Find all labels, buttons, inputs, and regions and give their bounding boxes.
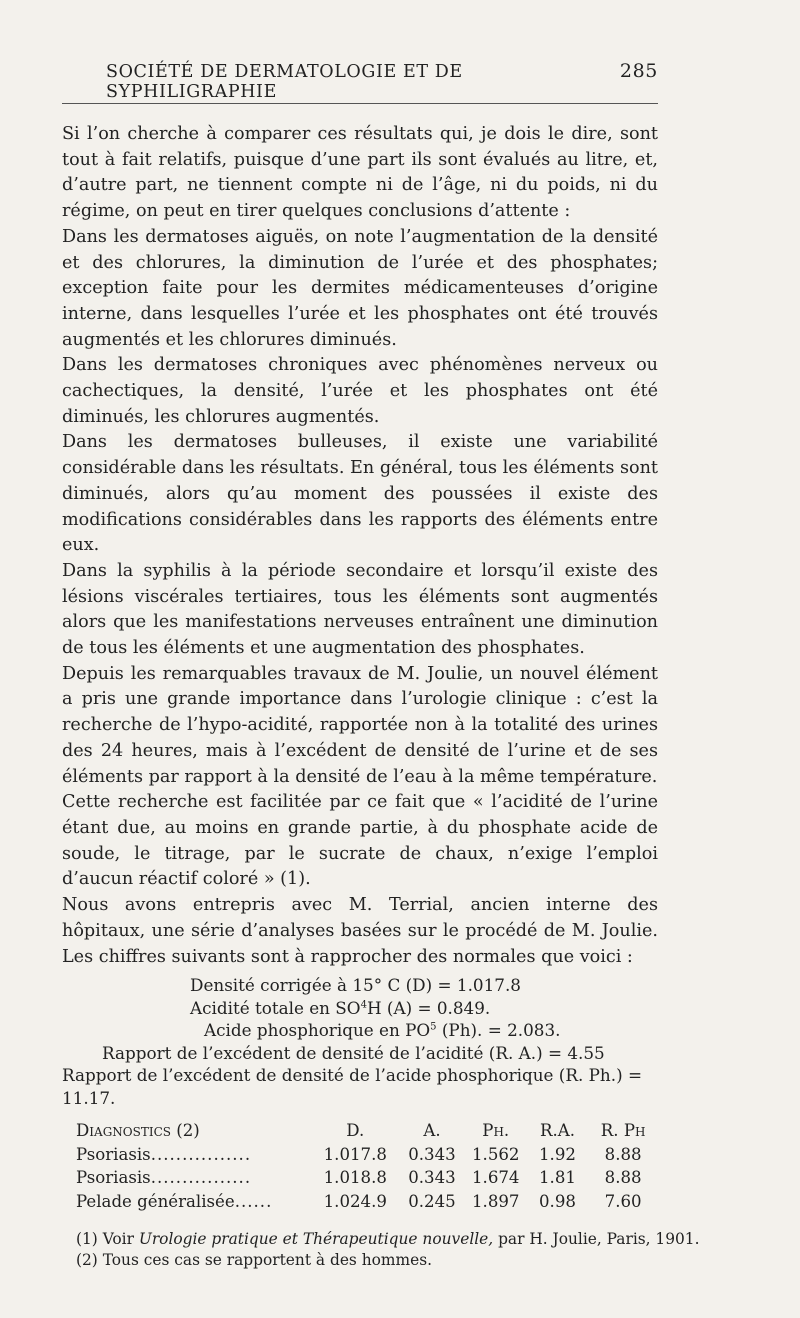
formula-phosphoric-pre: Acide phosphorique en PO — [204, 1020, 431, 1041]
cell-a: 0.245 — [408, 1191, 456, 1211]
paragraph-2: Dans les dermatoses aiguës, on note l’augmentation de la densité et des chlorures, la diminution de l’urée et des phosphates; exception faite pour les dermites médicamenteuses d’origine interne, dans lesquelles l’urée et les phosphates ont été trouvés augmentés et les chlorures diminués. — [62, 226, 658, 350]
paragraph-1: Si l’on cherche à comparer ces résultats qui, je dois le dire, sont tout à fait relatifs, puisque d’une part ils sont évalués au litre, et, d’autre part, ne tiennent compte ni de l’âge, ni du poids, ni du régime, on peut en tirer quelques conclusions d’attente : — [62, 124, 658, 222]
cell-a: 0.343 — [408, 1168, 456, 1188]
formula-ratio-phosphoric — [62, 1064, 658, 1109]
formula-acidity-pre: Acidité totale en SO — [190, 997, 361, 1018]
col-header-ra: R.A. — [539, 1121, 575, 1141]
col-header-ph: Ph. — [482, 1121, 510, 1141]
table-row — [62, 1166, 658, 1190]
paragraph-3: Dans les dermatoses chroniques avec phénomènes nerveux ou cachectiques, la densité, l’urée et les phosphates ont été diminués, les chlorures augmentés. — [62, 355, 658, 427]
cell-d: 1.024.9 — [323, 1191, 387, 1211]
cell-ra: 1.81 — [538, 1168, 576, 1188]
paragraph-5: Dans la syphilis à la période secondaire et lorsqu’il existe des lésions viscérales tertiaires, tous les éléments sont augmentés alors que les manifestations nerveuses entraînent une diminution de tous les éléments et une augmentation des phosphates. — [62, 560, 658, 659]
cell-rph: 8.88 — [604, 1144, 642, 1164]
running-title: SOCIÉTÉ DE DERMATOLOGIE ET DE SYPHILIGRAPHIE — [106, 62, 463, 102]
row-name: Psoriasis — [76, 1168, 151, 1188]
diagnostics-table — [62, 1119, 658, 1213]
col-header-d: D. — [346, 1121, 365, 1141]
row-dots: ...... — [234, 1191, 273, 1211]
formula-acidity-post: H (A) = 0.849. — [366, 997, 491, 1018]
formula-phosphoric — [62, 1019, 658, 1042]
footnote-1-pre: Voir — [102, 1230, 139, 1249]
formula-phosphoric-sup: 5 — [430, 1021, 437, 1033]
cell-ra: 0.98 — [538, 1191, 576, 1211]
cell-ph: 1.562 — [471, 1144, 520, 1164]
formula-acidity — [62, 997, 658, 1020]
footnote-1-title: Urologie pratique et Thérapeutique nouvelle, — [138, 1230, 494, 1249]
cell-a: 0.343 — [408, 1144, 456, 1164]
row-dots: ................ — [150, 1168, 252, 1188]
col-header-a: A. — [423, 1121, 441, 1141]
cell-ph: 1.674 — [471, 1168, 520, 1188]
normal-values — [62, 974, 658, 1109]
row-name: Pelade généralisée — [76, 1191, 235, 1211]
formula-density: Densité corrigée à 15° C (D) = 1.017.8 — [190, 975, 521, 996]
cell-d: 1.017.8 — [323, 1144, 387, 1164]
formula-ratio-phosphoric-line1: Rapport de l’excédent de densité de l’acide phosphorique (R. Ph.) = — [62, 1065, 643, 1086]
table-row — [62, 1190, 658, 1214]
footnote-1-post: par H. Joulie, Paris, 1901. — [493, 1230, 700, 1249]
cell-ph: 1.897 — [471, 1191, 520, 1211]
paragraph-7: Cette recherche est facilitée par ce fait que « l’acidité de l’urine étant due, au moins en grande partie, à du phosphate acide de soude, le titrage, par le sucrate de chaux, n’exige l’emploi d’aucun réactif coloré » (1). — [62, 792, 658, 890]
footnote-1 — [76, 1229, 700, 1250]
formula-ratio-phosphoric-line2: 11.17. — [62, 1087, 116, 1108]
cell-d: 1.018.8 — [323, 1168, 387, 1188]
page — [62, 60, 700, 1271]
table-header-row — [62, 1119, 658, 1143]
footnote-2-mark: (2) — [76, 1251, 98, 1270]
cell-rph: 7.60 — [604, 1191, 642, 1211]
cell-rph: 8.88 — [604, 1168, 642, 1188]
footnotes — [62, 1229, 700, 1271]
page-number: 285 — [619, 60, 658, 82]
paragraph-4: Dans les dermatoses bulleuses, il existe une variabilité considérable dans les résultats. En général, tous les éléments sont diminués, alors qu’au moment des poussées il existe des modifications considérables dans les rapports des éléments entre eux. — [62, 432, 658, 556]
row-name: Psoriasis — [76, 1144, 151, 1164]
table-row — [62, 1143, 658, 1167]
running-header — [62, 60, 658, 102]
footnote-1-mark: (1) — [76, 1230, 98, 1249]
header-rule — [62, 103, 658, 104]
formula-ratio-acidity: Rapport de l’excédent de densité de l’acidité (R. A.) = 4.55 — [102, 1042, 605, 1063]
cell-ra: 1.92 — [538, 1144, 576, 1164]
footnote-2 — [76, 1250, 658, 1271]
paragraph-6: Depuis les remarquables travaux de M. Joulie, un nouvel élément a pris une grande importance dans l’urologie clinique : c’est la recherche de l’hypo-acidité, rapportée non à la totalité des urines des 24 heures, mais à l’excédent de densité de l’urine et de ses éléments par rapport à la densité de l’eau à la même température. — [62, 663, 658, 787]
col-header-rph: R. Ph — [600, 1121, 646, 1141]
formula-phosphoric-post: (Ph). = 2.083. — [436, 1020, 561, 1041]
row-dots: ................ — [150, 1144, 252, 1164]
col-header-diagnostics: Diagnostics (2) — [76, 1121, 200, 1141]
body-text — [62, 122, 658, 970]
footnote-2-text: Tous ces cas se rapportent à des hommes. — [102, 1251, 432, 1270]
paragraph-8: Nous avons entrepris avec M. Terrial, ancien interne des hôpitaux, une série d’analyses basées sur le procédé de M. Joulie. Les chiffres suivants sont à rapprocher des normales que voici : — [62, 895, 658, 967]
formula-acidity-sup: 4 — [360, 999, 367, 1011]
